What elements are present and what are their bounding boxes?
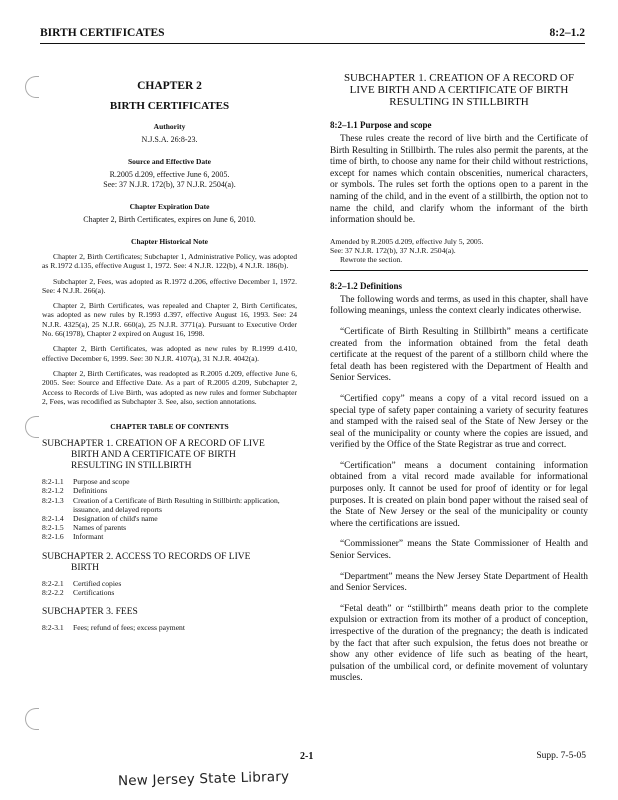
section-divider [330,270,588,271]
source-line: R.2005 d.209, effective June 6, 2005. [109,170,230,179]
historical-note: Chapter 2, Birth Certificates, was readopted as R.2005 d.209, effective June 6, 2005. See: Source and Effective Date. As a part of R.2005 d.209, Subchapter 2, Access to Records of Live Birth, was adopted as new rules and former Subchapter 2, Fees, was recodified as Subchapter 3. See, also, section annotations. [42,368,297,406]
toc-list [42,623,297,632]
library-stamp: New Jersey State Library [117,768,290,790]
amendment-line: Rewrote the section. [340,254,403,264]
toc-item-number: 8:2-1.2 [42,486,64,496]
toc-item-title: Informant [73,532,104,542]
authority-text: N.J.S.A. 26:8-23. [141,135,198,144]
toc-item-title: Names of parents [73,523,127,533]
definition-paragraph: “Department” means the New Jersey State Department of Health and Senior Services. [330,571,588,594]
subchapter-heading-line: LIVE BIRTH AND A CERTIFICATE OF BIRTH [349,84,569,96]
toc-heading-line: RESULTING IN STILLBIRTH [71,461,192,472]
left-column [42,72,297,632]
chapter-title: BIRTH CERTIFICATES [109,100,230,112]
toc-item-number: 8:2-1.5 [42,523,64,533]
historical-note-heading: Chapter Historical Note [131,237,208,246]
definition-paragraph: “Commissioner” means the State Commissioner of Health and Senior Services. [330,539,588,562]
authority-heading: Authority [153,122,186,131]
toc-item-number: 8:2-1.6 [42,532,64,542]
amendment-line: See: 37 N.J.R. 172(b), 37 N.J.R. 2504(a). [330,245,456,255]
toc-heading-line: BIRTH AND A CERTIFICATE OF BIRTH [71,450,236,461]
toc-item-title: Certifications [73,587,115,597]
source-heading: Source and Effective Date [128,157,211,166]
toc-list [42,477,297,541]
expiration-heading: Chapter Expiration Date [129,202,210,211]
definition-paragraph: “Fetal death” or “stillbirth” means death prior to the complete expulsion or extraction from its mother of a product of conception, irrespective of the duration of the pregnancy; the death is indicated by the fact that after such expulsion, the fetus does not breathe or show any other evidence of life such as beating of the heart, pulsation of the umbilical cord, or definite movement of voluntary muscles. [330,603,588,684]
section-heading: 8:2–1.1 Purpose and scope [330,120,432,130]
toc-item[interactable] [42,514,297,523]
toc-item-title: Fees; refund of fees; excess payment [73,622,185,632]
source-line: See: 37 N.J.R. 172(b), 37 N.J.R. 2504(a). [103,180,236,189]
toc-item-title: Designation of child's name [73,513,158,523]
toc-item-title: Purpose and scope [73,477,130,487]
section-heading: 8:2–1.2 Definitions [330,280,402,291]
chapter-number: CHAPTER 2 [137,80,202,92]
historical-note: Subchapter 2, Fees, was adopted as R.1972 d.206, effective December 1, 1972. See: 4 N.J.R. 266(a). [42,276,297,295]
historical-note: Chapter 2, Birth Certificates, was repealed and Chapter 2, Birth Certificates, was adopted as new rules by R.1993 d.397, effective August 16, 1993. See: 24 N.J.R. 4325(a), 25 N.J.R. 660(a), 25 N.J.R. 3771(a). Pursuant to Executive Order No. 66(1978), Chapter 2 expired on August 16, 1998. [42,301,297,339]
definition-paragraph: “Certification” means a document containing information obtained from a vital record made available for informational purposes only. It cannot be used for proof of identity or for legal purposes. It is created on plain bond paper without the raised seal of the State of New Jersey or the seal of the municipality or county where the certifications are issued. [330,460,588,529]
toc-item-number: 8:2-3.1 [42,622,64,632]
subchapter-heading-line: RESULTING IN STILLBIRTH [389,96,529,108]
historical-note: Chapter 2, Birth Certificates; Subchapter 1, Administrative Policy, was adopted as R.1972 d.135, effective August 1, 1972. See: 4 N.J.R. 122(b), 4 N.J.R. 186(b). [42,252,297,271]
toc-subchapter-heading [42,439,297,472]
running-header-section: 8:2–1.2 [549,27,585,39]
toc-item-number: 8:2-1.1 [42,477,64,487]
supplement-date: Supp. 7-5-05 [536,751,586,761]
toc-list [42,579,297,597]
running-header [40,26,585,44]
toc-heading-line: SUBCHAPTER 3. FEES [42,606,138,617]
punch-hole [25,76,39,98]
amendment-note [330,237,588,264]
toc-item[interactable] [42,523,297,532]
punch-hole [25,708,39,730]
running-header-title: BIRTH CERTIFICATES [40,27,165,39]
toc-item[interactable] [42,496,297,514]
toc-subchapter-heading [42,552,297,574]
toc-heading-line: SUBCHAPTER 2. ACCESS TO RECORDS OF LIVE [42,551,251,562]
amendment-line: Amended by R.2005 d.209, effective July 5, 2005. [330,236,484,246]
toc-item[interactable] [42,532,297,541]
toc-item-number: 8:2-1.4 [42,513,64,523]
toc-item-number: 8:2-2.2 [42,587,64,597]
toc-item-number: 8:2-1.3 [42,495,64,505]
toc-item[interactable] [42,623,297,632]
toc-item-number: 8:2-2.1 [42,578,64,588]
toc-item-title: Definitions [73,486,108,496]
toc-item-title: Creation of a Certificate of Birth Resulting in Stillbirth: application, issuance, and delayed reports [73,495,280,514]
punch-hole [25,416,39,438]
toc-heading-line: SUBCHAPTER 1. CREATION OF A RECORD OF LIVE [42,439,265,450]
toc-title: CHAPTER TABLE OF CONTENTS [110,422,229,432]
toc-heading-line: BIRTH [71,562,99,573]
toc-subchapter-heading [42,607,297,618]
toc-item[interactable] [42,486,297,495]
section-text: The following words and terms, as used in this chapter, shall have following meanings, unless the context clearly indicates otherwise. [330,294,588,317]
toc-item[interactable] [42,579,297,588]
toc-item[interactable] [42,477,297,486]
historical-note: Chapter 2, Birth Certificates, was adopted as new rules by R.1999 d.410, effective December 6, 1999. See: 30 N.J.R. 4107(a), 31 N.J.R. 4042(a). [42,344,297,363]
toc-item[interactable] [42,588,297,597]
page-number: 2-1 [300,751,314,762]
toc-item-title: Certified copies [73,578,122,588]
definition-paragraph: “Certified copy” means a copy of a vital record issued on a special type of safety paper containing a variety of security features and stamped with the raised seal of the State of New Jersey or the seal of the municipality or county where the copies are issued, and verified by the Office of the State Registrar as true and correct. [330,393,588,451]
section-text: These rules create the record of live birth and the Certificate of Birth Resulting in Stillbirth. The rules also permit the parents, at the time of birth, to choose any name for their child without restrictions, except for names which contain obscenities, numerical characters, or symbols. The rules set forth the options open to a parent in the naming of the child, and in the event of a stillbirth, the option not to name the child, and clarify whom the informant of the birth information should be. [330,134,588,226]
expiration-text: Chapter 2, Birth Certificates, expires on June 6, 2010. [83,215,256,224]
right-column [330,72,588,685]
subchapter-heading [330,72,588,108]
subchapter-heading-line: SUBCHAPTER 1. CREATION OF A RECORD OF [343,72,575,84]
definition-paragraph: “Certificate of Birth Resulting in Stillbirth” means a certificate created from the information obtained from the fetal death certificate at the request of the parent of a stillborn child where the fetal death has been registered with the Department of Health and Senior Services. [330,326,588,384]
